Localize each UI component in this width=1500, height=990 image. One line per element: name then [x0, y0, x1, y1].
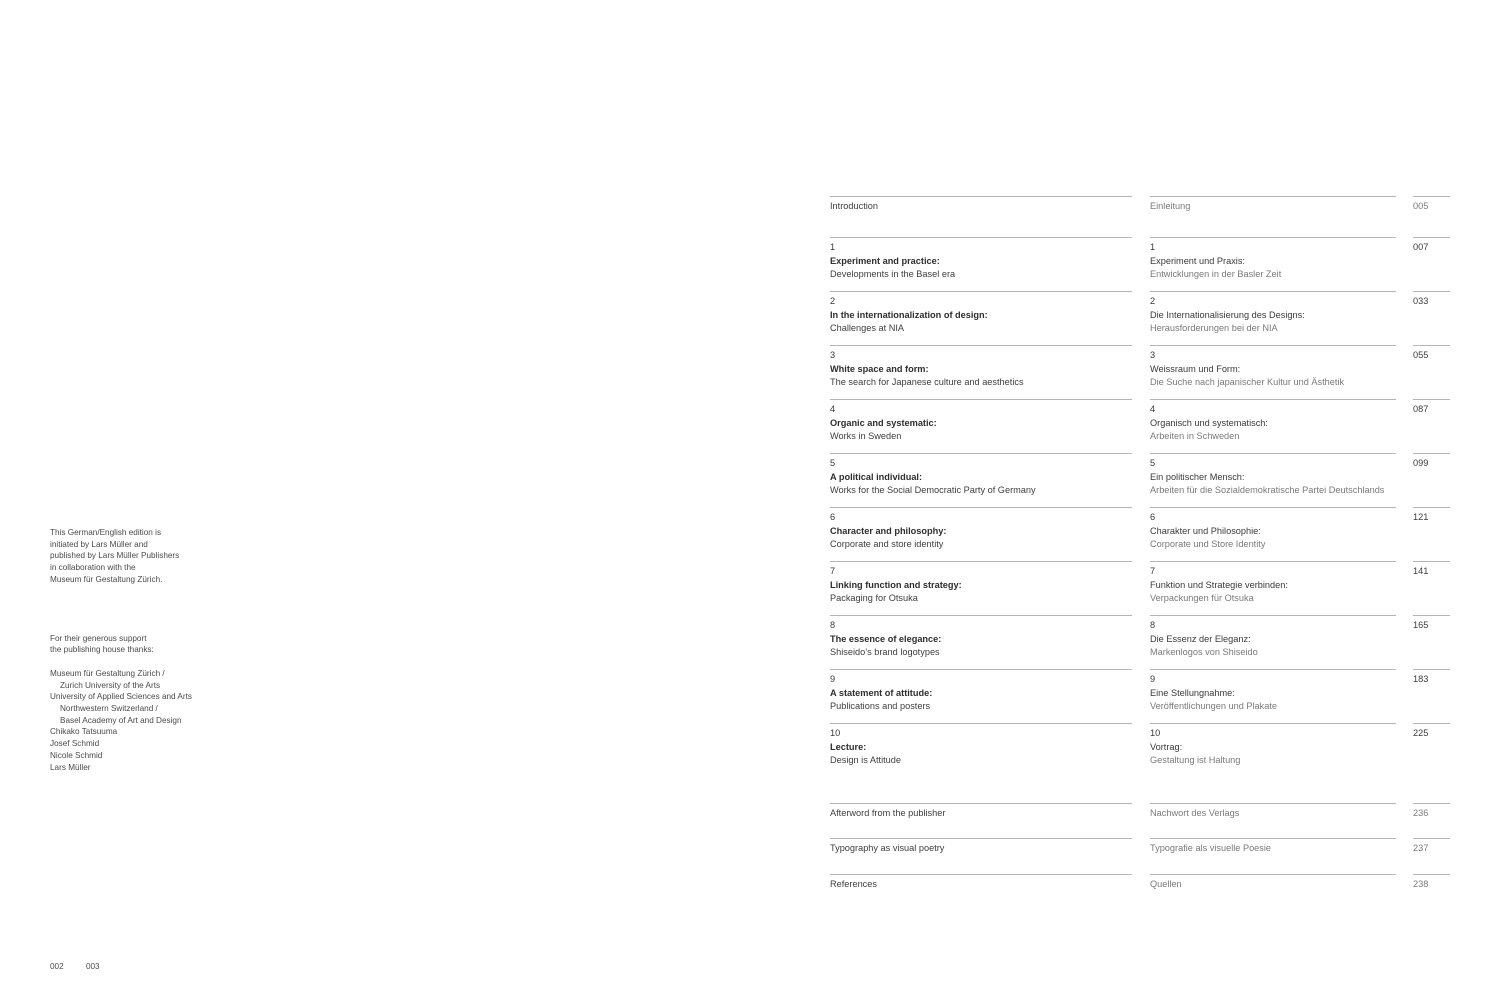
toc-page: 237: [1413, 838, 1450, 856]
toc-page: 033: [1413, 291, 1450, 309]
toc-page: 183: [1413, 669, 1450, 687]
supporter: Basel Academy of Art and Design: [60, 715, 182, 725]
supporter: Josef Schmid: [50, 739, 100, 749]
toc-de: 9 Eine Stellungnahme: Veröffentlichungen und Plakate: [1150, 669, 1396, 714]
toc-page: 165: [1413, 615, 1450, 633]
toc-de: 4 Organisch und systematisch: Arbeiten in Schweden: [1150, 399, 1396, 444]
supporter: Zurich University of the Arts: [60, 680, 161, 690]
toc-en: Afterword from the publisher: [830, 803, 1132, 821]
toc-de: 5 Ein politischer Mensch: Arbeiten für die Sozialdemokratische Partei Deutschlands: [1150, 453, 1396, 498]
supporter: University of Applied Sciences and Arts: [50, 692, 192, 702]
toc-en: 2 In the internationalization of design: Challenges at NIA: [830, 291, 1132, 336]
toc-page: 141: [1413, 561, 1450, 579]
toc-page: 099: [1413, 453, 1450, 471]
toc-en: References: [830, 874, 1132, 892]
toc-page: 236: [1413, 803, 1450, 821]
toc-page: 005: [1413, 196, 1450, 214]
toc-de: 6 Charakter und Philosophie: Corporate und Store Identity: [1150, 507, 1396, 552]
toc-de: 8 Die Essenz der Eleganz: Markenlogos von Shiseido: [1150, 615, 1396, 660]
supporter: Nicole Schmid: [50, 750, 103, 760]
toc-en: 8 The essence of elegance: Shiseido’s brand logotypes: [830, 615, 1132, 660]
toc-de: 1 Experiment und Praxis: Entwicklungen in der Basler Zeit: [1150, 237, 1396, 282]
thanks-intro: For their generous support the publishing house thanks:: [50, 633, 154, 655]
toc-en: 4 Organic and systematic: Works in Sweden: [830, 399, 1132, 444]
edition-note: This German/English edition is initiated by Lars Müller and published by Lars Müller Publishers in collaboration with the Museum für Gestaltung Zürich.: [50, 528, 180, 584]
toc-de: 10 Vortrag: Gestaltung ist Haltung: [1150, 723, 1396, 768]
toc-de: Einleitung: [1150, 196, 1396, 214]
toc-page: 007: [1413, 237, 1450, 255]
toc-page: 087: [1413, 399, 1450, 417]
toc-en: Introduction: [830, 196, 1132, 214]
supporter: Museum für Gestaltung Zürich /: [50, 668, 165, 678]
toc-de: 2 Die Internationalisierung des Designs: Herausforderungen bei der NIA: [1150, 291, 1396, 336]
folio-right: 003: [85, 962, 100, 971]
toc-page: 238: [1413, 874, 1450, 892]
toc-page: 121: [1413, 507, 1450, 525]
folio-left: 002: [50, 962, 64, 971]
toc-de: 3 Weissraum und Form: Die Suche nach japanischer Kultur und Ästhetik: [1150, 345, 1396, 390]
toc-page: 055: [1413, 345, 1450, 363]
toc-en: 10 Lecture: Design is Attitude: [830, 723, 1132, 768]
toc-de: Quellen: [1150, 874, 1396, 892]
supporter: Chikako Tatsuuma: [50, 727, 118, 737]
supporter: Lars Müller: [50, 762, 91, 772]
toc-en: 3 White space and form: The search for Japanese culture and aesthetics: [830, 345, 1132, 390]
toc-page: 225: [1413, 723, 1450, 741]
toc-de: Typografie als visuelle Poesie: [1150, 838, 1396, 856]
toc-de: 7 Funktion und Strategie verbinden: Verpackungen für Otsuka: [1150, 561, 1396, 606]
toc-en: 6 Character and philosophy: Corporate and store identity: [830, 507, 1132, 552]
supporter: Northwestern Switzerland /: [60, 704, 158, 714]
toc-de: Nachwort des Verlags: [1150, 803, 1396, 821]
toc-en: 7 Linking function and strategy: Packaging for Otsuka: [830, 561, 1132, 606]
toc-en: 9 A statement of attitude: Publications and posters: [830, 669, 1132, 714]
toc-en: 1 Experiment and practice: Developments in the Basel era: [830, 237, 1132, 282]
toc-en: Typography as visual poetry: [830, 838, 1132, 856]
toc-en: 5 A political individual: Works for the Social Democratic Party of Germany: [830, 453, 1132, 498]
